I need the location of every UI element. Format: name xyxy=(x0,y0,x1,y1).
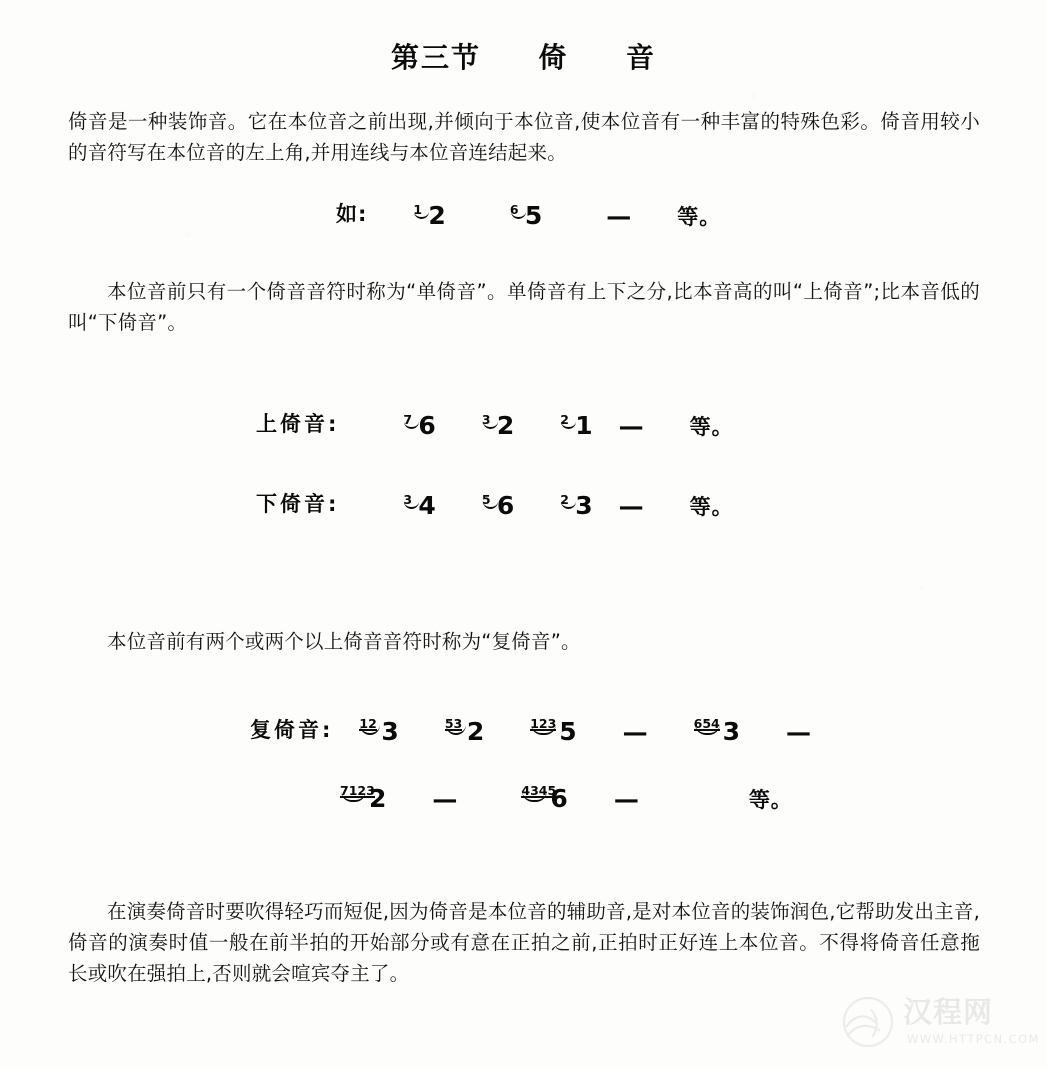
sustain-dash: — xyxy=(622,718,648,747)
main-note: 6 xyxy=(418,411,436,440)
main-note: 2 xyxy=(369,784,387,813)
main-note: 2 xyxy=(428,201,446,230)
sustain-dash: — xyxy=(618,412,644,441)
grace-note: 53 xyxy=(444,716,463,731)
sustain-dash: — xyxy=(606,202,632,231)
grace-note: 6 xyxy=(509,202,519,217)
grace-note-cluster xyxy=(444,716,485,746)
grace-note: 7 xyxy=(403,412,413,427)
grace-note-cluster xyxy=(560,493,592,520)
paragraph-compound-grace: 本位音前有两个或两个以上倚音音符时称为“复倚音”。 xyxy=(107,630,581,653)
main-note: 3 xyxy=(722,717,741,746)
grace-note-cluster xyxy=(340,783,387,813)
grace-note: 123 xyxy=(530,716,557,731)
main-note: 3 xyxy=(381,717,399,746)
watermark-logo-icon xyxy=(837,996,899,1048)
grace-note-cluster xyxy=(521,783,568,813)
sustain-dash: — xyxy=(786,718,812,747)
etc-label: 等。 xyxy=(689,495,734,519)
paragraph-definition: 倚音是一种装饰音。它在本位音之前出现,并倾向于本位音,使本位音有一种丰富的特殊色彩。倚音用较小的音符写在本位音的左上角,并用连线与本位音连结起来。 xyxy=(68,110,980,164)
notation-compound-row-2 xyxy=(340,783,793,814)
main-note: 6 xyxy=(550,784,568,813)
etc-label: 等。 xyxy=(677,205,722,229)
main-note: 1 xyxy=(575,411,593,440)
grace-note: 3 xyxy=(403,492,413,507)
grace-note: 5 xyxy=(481,492,491,507)
compound-grace-label: 复倚音: xyxy=(250,718,334,742)
lower-grace-label: 下倚音: xyxy=(256,492,340,516)
notation-example-basic xyxy=(336,198,721,230)
main-note: 4 xyxy=(418,491,436,520)
grace-note-cluster xyxy=(413,203,445,230)
grace-note-cluster xyxy=(403,413,435,440)
grace-note-cluster xyxy=(560,413,592,440)
grace-note: 654 xyxy=(693,716,720,731)
grace-note-cluster xyxy=(510,203,542,230)
watermark xyxy=(837,994,1040,1060)
grace-note-cluster xyxy=(530,716,577,746)
grace-note-cluster xyxy=(482,493,514,520)
main-note: 2 xyxy=(466,717,485,746)
title-section: 第三节 xyxy=(390,41,481,74)
etc-label: 等。 xyxy=(748,788,793,812)
main-note: 6 xyxy=(496,491,515,520)
grace-note: 7123 xyxy=(340,783,375,798)
page-title xyxy=(0,36,1047,76)
example-intro-label: 如: xyxy=(336,202,368,226)
paragraph-single-grace: 本位音前只有一个倚音音符时称为“单倚音”。单倚音有上下之分,比本音高的叫“上倚音”;比本音低的叫“下倚音”。 xyxy=(68,280,980,334)
main-note: 5 xyxy=(524,201,543,230)
etc-label: 等。 xyxy=(689,415,734,439)
sustain-dash: — xyxy=(613,785,639,814)
sustain-dash: — xyxy=(432,785,458,814)
grace-note: 2 xyxy=(560,412,569,427)
grace-note-cluster xyxy=(482,413,514,440)
grace-note: 4345 xyxy=(521,783,557,798)
watermark-url: WWW.HTTPCN.COM xyxy=(907,1032,1040,1046)
main-note: 5 xyxy=(559,717,577,746)
upper-grace-label: 上倚音: xyxy=(256,412,340,436)
grace-note: 3 xyxy=(481,412,491,427)
main-note: 3 xyxy=(575,491,593,520)
grace-note-cluster xyxy=(359,716,399,746)
notation-upper-grace xyxy=(256,408,734,440)
notation-lower-grace xyxy=(256,488,734,520)
watermark-text: 汉程网 xyxy=(903,995,994,1029)
grace-note: 2 xyxy=(560,492,569,507)
grace-note-cluster xyxy=(403,493,435,520)
paragraph-performance-notes: 在演奏倚音时要吹得轻巧而短促,因为倚音是本位音的辅助音,是对本位音的装饰润色,它帮助发出主音,倚音的演奏时值一般在前半拍的开始部分或有意在正拍之前,正拍时正好连上本位音。不得将倚音任意拖长或吹在强拍上,否则就会喧宾夺主了。 xyxy=(68,900,980,985)
sustain-dash: — xyxy=(618,492,644,521)
title-word-1: 倚 xyxy=(538,41,569,74)
title-word-2: 音 xyxy=(626,41,657,74)
notation-compound-row-1 xyxy=(250,714,811,746)
grace-note-cluster xyxy=(693,716,741,746)
grace-note: 12 xyxy=(359,716,377,731)
main-note: 2 xyxy=(496,411,515,440)
grace-note: 1 xyxy=(413,202,423,217)
